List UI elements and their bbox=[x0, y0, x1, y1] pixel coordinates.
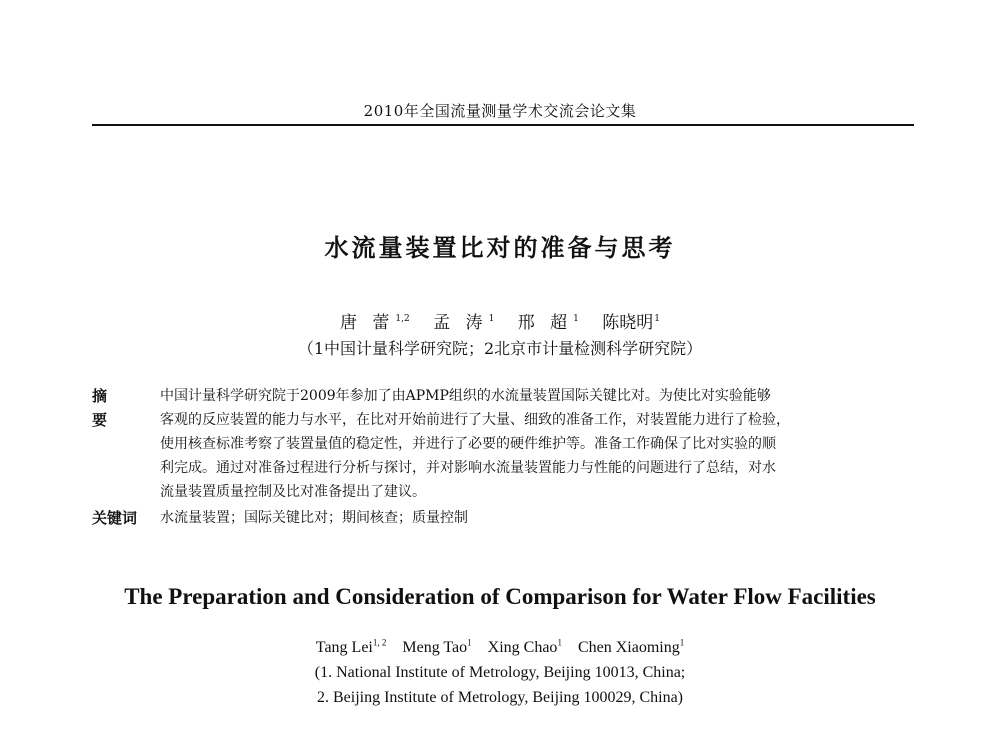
abstract-body bbox=[160, 384, 914, 504]
abstract-line: 使用核查标准考察了装置量值的稳定性，并进行了必要的硬件维护等。准备工作确保了比对实验的顺 bbox=[160, 436, 776, 452]
author-affil-mark: 1 bbox=[557, 638, 562, 648]
author-en bbox=[316, 639, 387, 656]
author-affil-mark: 1 bbox=[654, 314, 660, 325]
author-list-cn bbox=[0, 308, 1000, 333]
author-affil-mark: 1 bbox=[573, 314, 579, 325]
keywords-label: 关键词 bbox=[92, 509, 138, 527]
abstract-section bbox=[92, 384, 914, 530]
author-cn bbox=[602, 313, 660, 333]
keywords-text: 水流量装置；国际关键比对；期间核查；质量控制 bbox=[160, 510, 468, 526]
abstract-line: 利完成。通过对准备过程进行分析与探讨，并对影响水流量装置能力与性能的问题进行了总结，对水 bbox=[160, 460, 776, 476]
affiliation-en-line: 2. Beijing Institute of Metrology, Beijing 100029, China) bbox=[316, 689, 684, 706]
author-name: Chen Xiaoming bbox=[577, 639, 680, 657]
author-affil-mark: 1, 2 bbox=[372, 638, 387, 648]
author-en bbox=[402, 639, 471, 656]
author-name: 陈晓明 bbox=[602, 313, 654, 333]
author-name: Meng Tao bbox=[402, 639, 468, 657]
author-affil-mark: 1,2 bbox=[395, 314, 410, 325]
author-name: 孟 涛 bbox=[433, 313, 488, 333]
author-cn bbox=[433, 313, 494, 333]
abstract-line: 中国计量科学研究院于2009年参加了由APMP组织的水流量装置国际关键比对。为使比对实验能够 bbox=[160, 388, 771, 404]
author-list-en bbox=[0, 638, 1000, 657]
running-header: 2010年全国流量测量学术交流会论文集 bbox=[363, 102, 637, 120]
paper-title-en: The Preparation and Consideration of Comparison for Water Flow Facilities bbox=[124, 584, 876, 609]
author-en bbox=[488, 639, 562, 656]
affiliation-cn: （1中国计量科学研究院；2北京市计量检测科学研究院） bbox=[297, 339, 703, 358]
author-name: Tang Lei bbox=[315, 639, 373, 657]
author-en bbox=[578, 639, 684, 656]
abstract-label: 摘 要 bbox=[92, 387, 121, 429]
author-cn bbox=[340, 313, 410, 333]
affiliation-en-line: (1. National Institute of Metrology, Beijing 10013, China; bbox=[314, 664, 686, 681]
paper-title-cn: 水流量装置比对的准备与思考 bbox=[324, 233, 676, 262]
author-name: 邢 超 bbox=[517, 313, 573, 333]
author-name: 唐 蕾 bbox=[340, 313, 395, 333]
author-cn bbox=[518, 313, 579, 333]
author-affil-mark: 1 bbox=[679, 638, 685, 648]
author-affil-mark: 1 bbox=[488, 314, 495, 325]
author-name: Xing Chao bbox=[487, 639, 558, 657]
header-rule bbox=[92, 124, 914, 126]
author-affil-mark: 1 bbox=[467, 638, 472, 648]
abstract-line: 客观的反应装置的能力与水平，在比对开始前进行了大量、细致的准备工作，对装置能力进行了检验， bbox=[160, 412, 790, 428]
abstract-line: 流量装置质量控制及比对准备提出了建议。 bbox=[160, 484, 426, 500]
